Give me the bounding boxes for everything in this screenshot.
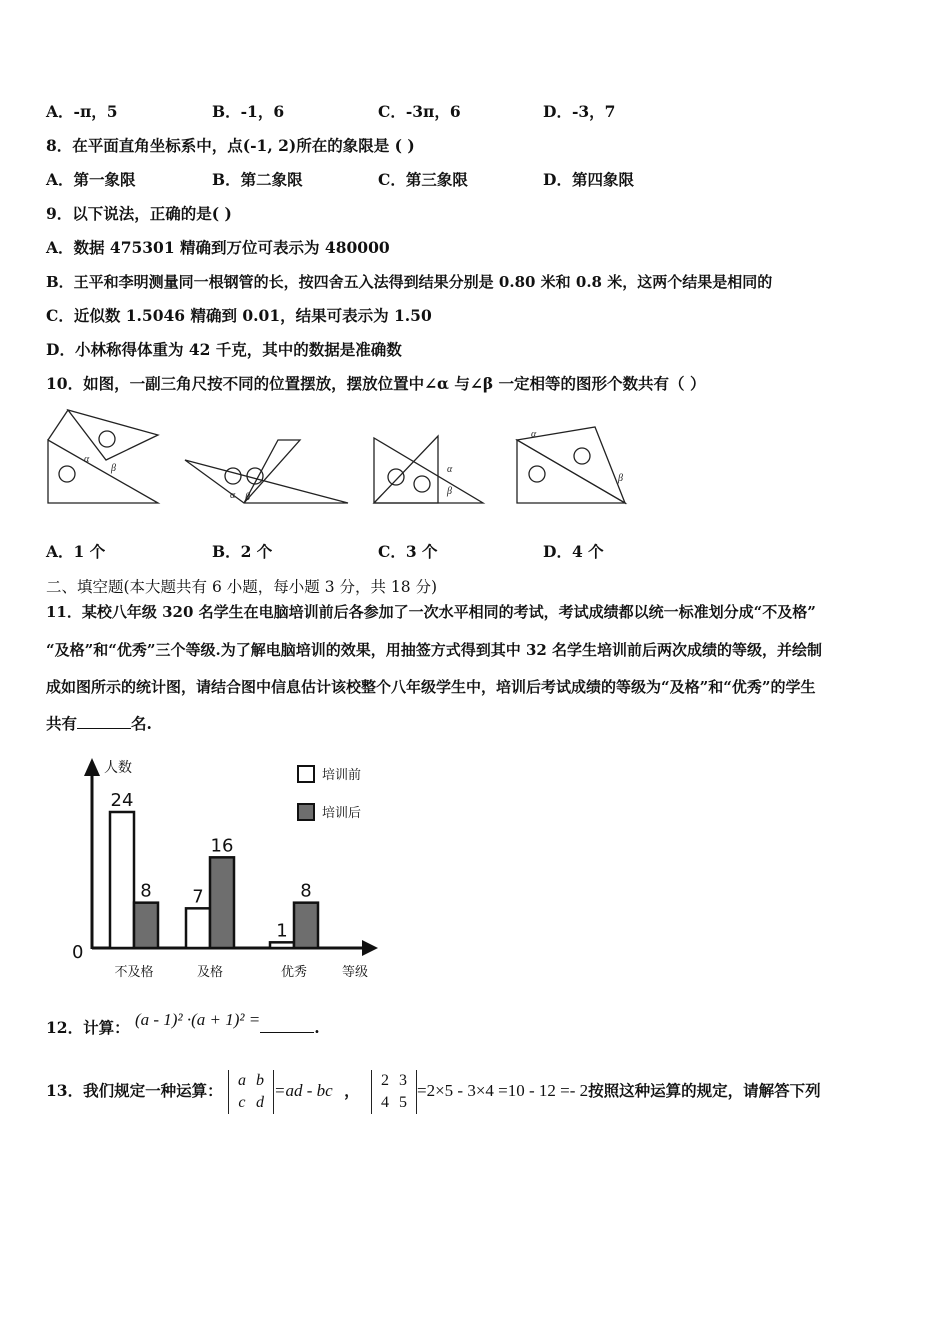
q9-option-a: A．数据 475301 精确到万位可表示为 480000 (46, 238, 390, 257)
m2-d: 5 (399, 1094, 407, 1111)
bar-value-label: 8 (300, 880, 312, 902)
figure-2 (185, 440, 348, 503)
legend-swatch-after (298, 804, 314, 820)
q11-bar-chart (60, 752, 390, 987)
m1-d: d (255, 1094, 264, 1111)
bar-after-0 (134, 903, 158, 948)
x-axis-label: 等级 (342, 965, 369, 980)
category-label: 不及格 (114, 965, 154, 980)
fig2-beta: β (245, 492, 250, 503)
bar-after-1 (210, 857, 234, 948)
q11-line4 (46, 714, 152, 734)
q8-option-a: A．第一象限 (46, 170, 136, 189)
bar-value-label: 7 (192, 886, 204, 908)
fig1-beta: β (111, 463, 116, 474)
category-label: 及格 (196, 965, 224, 980)
q11-answer-blank[interactable] (77, 714, 131, 729)
q13-matrix-2345 (371, 1070, 417, 1114)
fig2-alpha: α (230, 490, 236, 501)
q10-triangle-figures (40, 400, 640, 515)
q13-tail: 按照这种运算的规定，请解答下列 (588, 1081, 821, 1100)
figure-3 (374, 436, 483, 503)
q7-option-d: D．-3，7 (543, 102, 616, 121)
q10-option-a: A．1 个 (46, 542, 106, 561)
y-axis-label: 人数 (104, 760, 132, 776)
q9-stem: 9．以下说法，正确的是( ) (46, 204, 232, 223)
q8-option-c: C．第三象限 (378, 170, 468, 189)
m2-c: 4 (381, 1094, 389, 1111)
section-2-heading: 二、填空题(本大题共有 6 小题，每小题 3 分，共 18 分) (46, 578, 438, 596)
q9-option-b: B．王平和李明测量同一根钢管的长，按四舍五入法得到结果分别是 0.80 米和 0.8 米，这两个结果是相同的 (46, 273, 773, 291)
m2-a: 2 (381, 1072, 389, 1089)
m2-b: 3 (399, 1072, 407, 1089)
q13-comma: ， (344, 1081, 360, 1100)
q7-option-c: C．-3π，6 (378, 102, 461, 121)
q12-line (46, 1010, 320, 1038)
q13-matrix-abcd (228, 1070, 274, 1114)
figure-1 (48, 410, 158, 503)
q11-line3: 成如图所示的统计图，请结合图中信息估计该校整个八年级学生中，培训后考试成绩的等级为“及格”和“优秀”的学生 (46, 678, 816, 696)
bar-before-2 (270, 942, 294, 948)
q8-option-b: B．第二象限 (212, 170, 303, 189)
q9-option-c: C．近似数 1.5046 精确到 0.01，结果可表示为 1.50 (46, 306, 432, 325)
q11-line4-pre: 共有 (46, 714, 78, 733)
q13-line (46, 1068, 821, 1114)
q13-rhs2: =2×5 - 3×4 =10 - 12 =- 2 (417, 1081, 589, 1100)
q12-end: . (314, 1018, 320, 1037)
q11-line4-post: 名. (131, 714, 152, 733)
q13-label: 13．我们规定一种运算： (46, 1081, 223, 1100)
legend-label-before: 培训前 (322, 768, 362, 783)
fig3-alpha: α (447, 464, 453, 475)
q10-option-d: D．4 个 (543, 542, 604, 561)
q12-expression: (a - 1)² ·(a + 1)² = (134, 1010, 261, 1029)
q11-line2: “及格”和“优秀”三个等级.为了解电脑培训的效果，用抽签方式得到其中 32 名学生培训前后两次成绩的等级，并绘制 (46, 641, 823, 659)
q8-stem: 8．在平面直角坐标系中，点(-1, 2)所在的象限是 ( ) (46, 136, 415, 155)
bar-value-label: 24 (110, 790, 134, 811)
bar-value-label: 16 (210, 835, 234, 857)
q9-option-d: D．小林称得体重为 42 千克，其中的数据是准确数 (46, 340, 402, 359)
q10-option-c: C．3 个 (378, 542, 438, 561)
q13-rhs1: =ad - bc (273, 1081, 333, 1100)
m1-a: a (237, 1072, 246, 1089)
q11-line1: 11．某校八年级 320 名学生在电脑培训前后各参加了一次水平相同的考试，考试成绩都以统一标准划分成“不及格” (46, 603, 816, 621)
origin-label: 0 (72, 942, 84, 963)
q12-answer-blank[interactable] (260, 1018, 314, 1033)
bar-before-0 (110, 812, 134, 948)
bar-value-label: 1 (276, 920, 288, 942)
fig1-alpha: α (84, 454, 90, 465)
legend-label-after: 培训后 (322, 806, 362, 821)
fig3-beta: β (447, 486, 452, 497)
category-label: 优秀 (280, 965, 308, 980)
bar-after-2 (294, 903, 318, 948)
m1-b: b (255, 1072, 264, 1089)
bar-value-label: 8 (140, 880, 152, 902)
fig4-alpha: α (531, 429, 537, 440)
m1-c: c (238, 1094, 246, 1111)
q7-option-b: B．-1，6 (212, 102, 285, 121)
q10-option-b: B．2 个 (212, 542, 273, 561)
y-axis-arrow (84, 758, 100, 776)
legend-swatch-before (298, 766, 314, 782)
fig4-beta: β (618, 473, 623, 484)
q10-stem: 10．如图，一副三角尺按不同的位置摆放，摆放位置中∠α 与∠β 一定相等的图形个数共有（ ） (46, 374, 706, 393)
q12-label: 12．计算： (46, 1018, 130, 1037)
q7-option-a: A．-π，5 (46, 102, 118, 121)
q8-option-d: D．第四象限 (543, 170, 634, 189)
x-axis-arrow (362, 940, 378, 956)
bar-before-1 (186, 908, 210, 948)
